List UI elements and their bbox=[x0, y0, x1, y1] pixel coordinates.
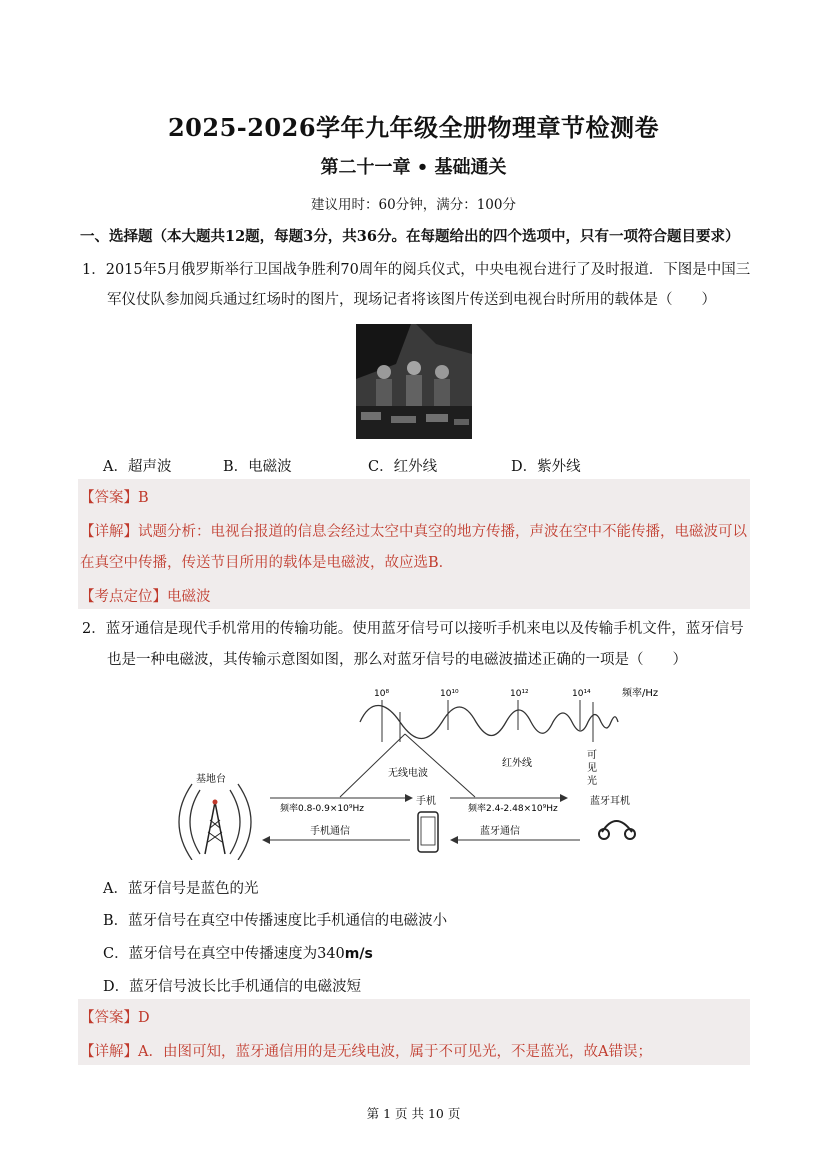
radio-pointer-line bbox=[405, 734, 475, 797]
unit-ms: m/s bbox=[344, 946, 373, 962]
phone-comm-label: 手机通信 bbox=[310, 826, 350, 837]
earphone-label: 蓝牙耳机 bbox=[590, 796, 630, 807]
q2-option-c-text: C．蓝牙信号在真空中传播速度为340 bbox=[103, 946, 345, 962]
tick-label: 10⁸ bbox=[374, 689, 390, 699]
chapter-subtitle: 第二十一章 • 基础通关 bbox=[320, 157, 507, 178]
visible-label: 可 bbox=[587, 750, 597, 761]
q2-option-b: B．蓝牙信号在真空中传播速度比手机通信的电磁波小 bbox=[103, 913, 448, 929]
q1-kaodian: 【考点定位】电磁波 bbox=[80, 589, 211, 605]
visible-label: 光 bbox=[587, 776, 597, 787]
q1-option-b: B．电磁波 bbox=[223, 459, 292, 475]
q1-stem-line2: 军仪仗队参加阅兵通过红场时的图片，现场记者将该图片传送到电视台时所用的载体是（ ） bbox=[107, 292, 716, 308]
freq1-label: 频率0.8-0.9×10⁹Hz bbox=[280, 804, 364, 814]
tick-label: 10¹² bbox=[510, 689, 529, 699]
q1-stem-line1: 1．2015年5月俄罗斯举行卫国战争胜利70周年的阅兵仪式，中央电视台进行了及时报道．下图是中国三 bbox=[82, 262, 751, 278]
tower-icon bbox=[205, 800, 225, 855]
q2-option-d: D．蓝牙信号波长比手机通信的电磁波短 bbox=[103, 979, 362, 995]
parade-photo bbox=[356, 324, 472, 439]
q2-option-c bbox=[103, 942, 373, 963]
q1-detail-line2: 在真空中传播，传送节目所用的载体是电磁波，故应选B． bbox=[80, 555, 454, 571]
bluetooth-diagram bbox=[160, 682, 680, 860]
freq2-label: 频率2.4-2.48×10⁹Hz bbox=[468, 804, 558, 814]
q2-stem-line2: 也是一种电磁波，其传输示意图如图，那么对蓝牙信号的电磁波描述正确的一项是（ ） bbox=[107, 652, 687, 668]
q1-option-a: A．超声波 bbox=[103, 459, 172, 475]
q1-option-c: C．红外线 bbox=[368, 459, 438, 475]
tick-label: 10¹⁰ bbox=[440, 689, 459, 699]
freq-axis-label: 频率/Hz bbox=[622, 688, 659, 699]
headphone-icon bbox=[599, 821, 635, 839]
q1-option-d: D．紫外线 bbox=[511, 459, 581, 475]
q2-option-a: A．蓝牙信号是蓝色的光 bbox=[103, 881, 259, 897]
infrared-label: 红外线 bbox=[502, 758, 532, 769]
section-heading: 一、选择题（本大题共12题，每题3分，共36分。在每题给出的四个选项中，只有一项符合题目要求） bbox=[80, 228, 740, 245]
page-footer: 第 1 页 共 10 页 bbox=[366, 1106, 461, 1121]
q2-detail: 【详解】A．由图可知，蓝牙通信用的是无线电波，属于不可见光，不是蓝光，故A错误； bbox=[80, 1044, 652, 1060]
phone-label: 手机 bbox=[416, 796, 436, 807]
time-score-info: 建议用时：60分钟，满分：100分 bbox=[311, 197, 516, 213]
radio-wave-label: 无线电波 bbox=[388, 768, 428, 779]
q1-answer: 【答案】B bbox=[80, 490, 149, 506]
base-station-label: 基地台 bbox=[196, 774, 226, 785]
phone-icon bbox=[418, 812, 438, 852]
q1-detail-line1: 【详解】试题分析：电视台报道的信息会经过太空中真空的地方传播，声波在空中不能传播，电磁波可以 bbox=[80, 524, 747, 540]
q2-answer: 【答案】D bbox=[80, 1010, 150, 1026]
q2-stem-line1: 2．蓝牙通信是现代手机常用的传输功能。使用蓝牙信号可以接听手机来电以及传输手机文件，蓝牙信号 bbox=[82, 621, 744, 637]
tick-label: 10¹⁴ bbox=[572, 689, 591, 699]
visible-label: 见 bbox=[587, 763, 597, 774]
em-wave bbox=[360, 706, 618, 739]
radio-pointer-line bbox=[340, 734, 405, 797]
page-title: 2025-2026学年九年级全册物理章节检测卷 bbox=[167, 113, 660, 142]
bt-comm-label: 蓝牙通信 bbox=[480, 826, 520, 837]
